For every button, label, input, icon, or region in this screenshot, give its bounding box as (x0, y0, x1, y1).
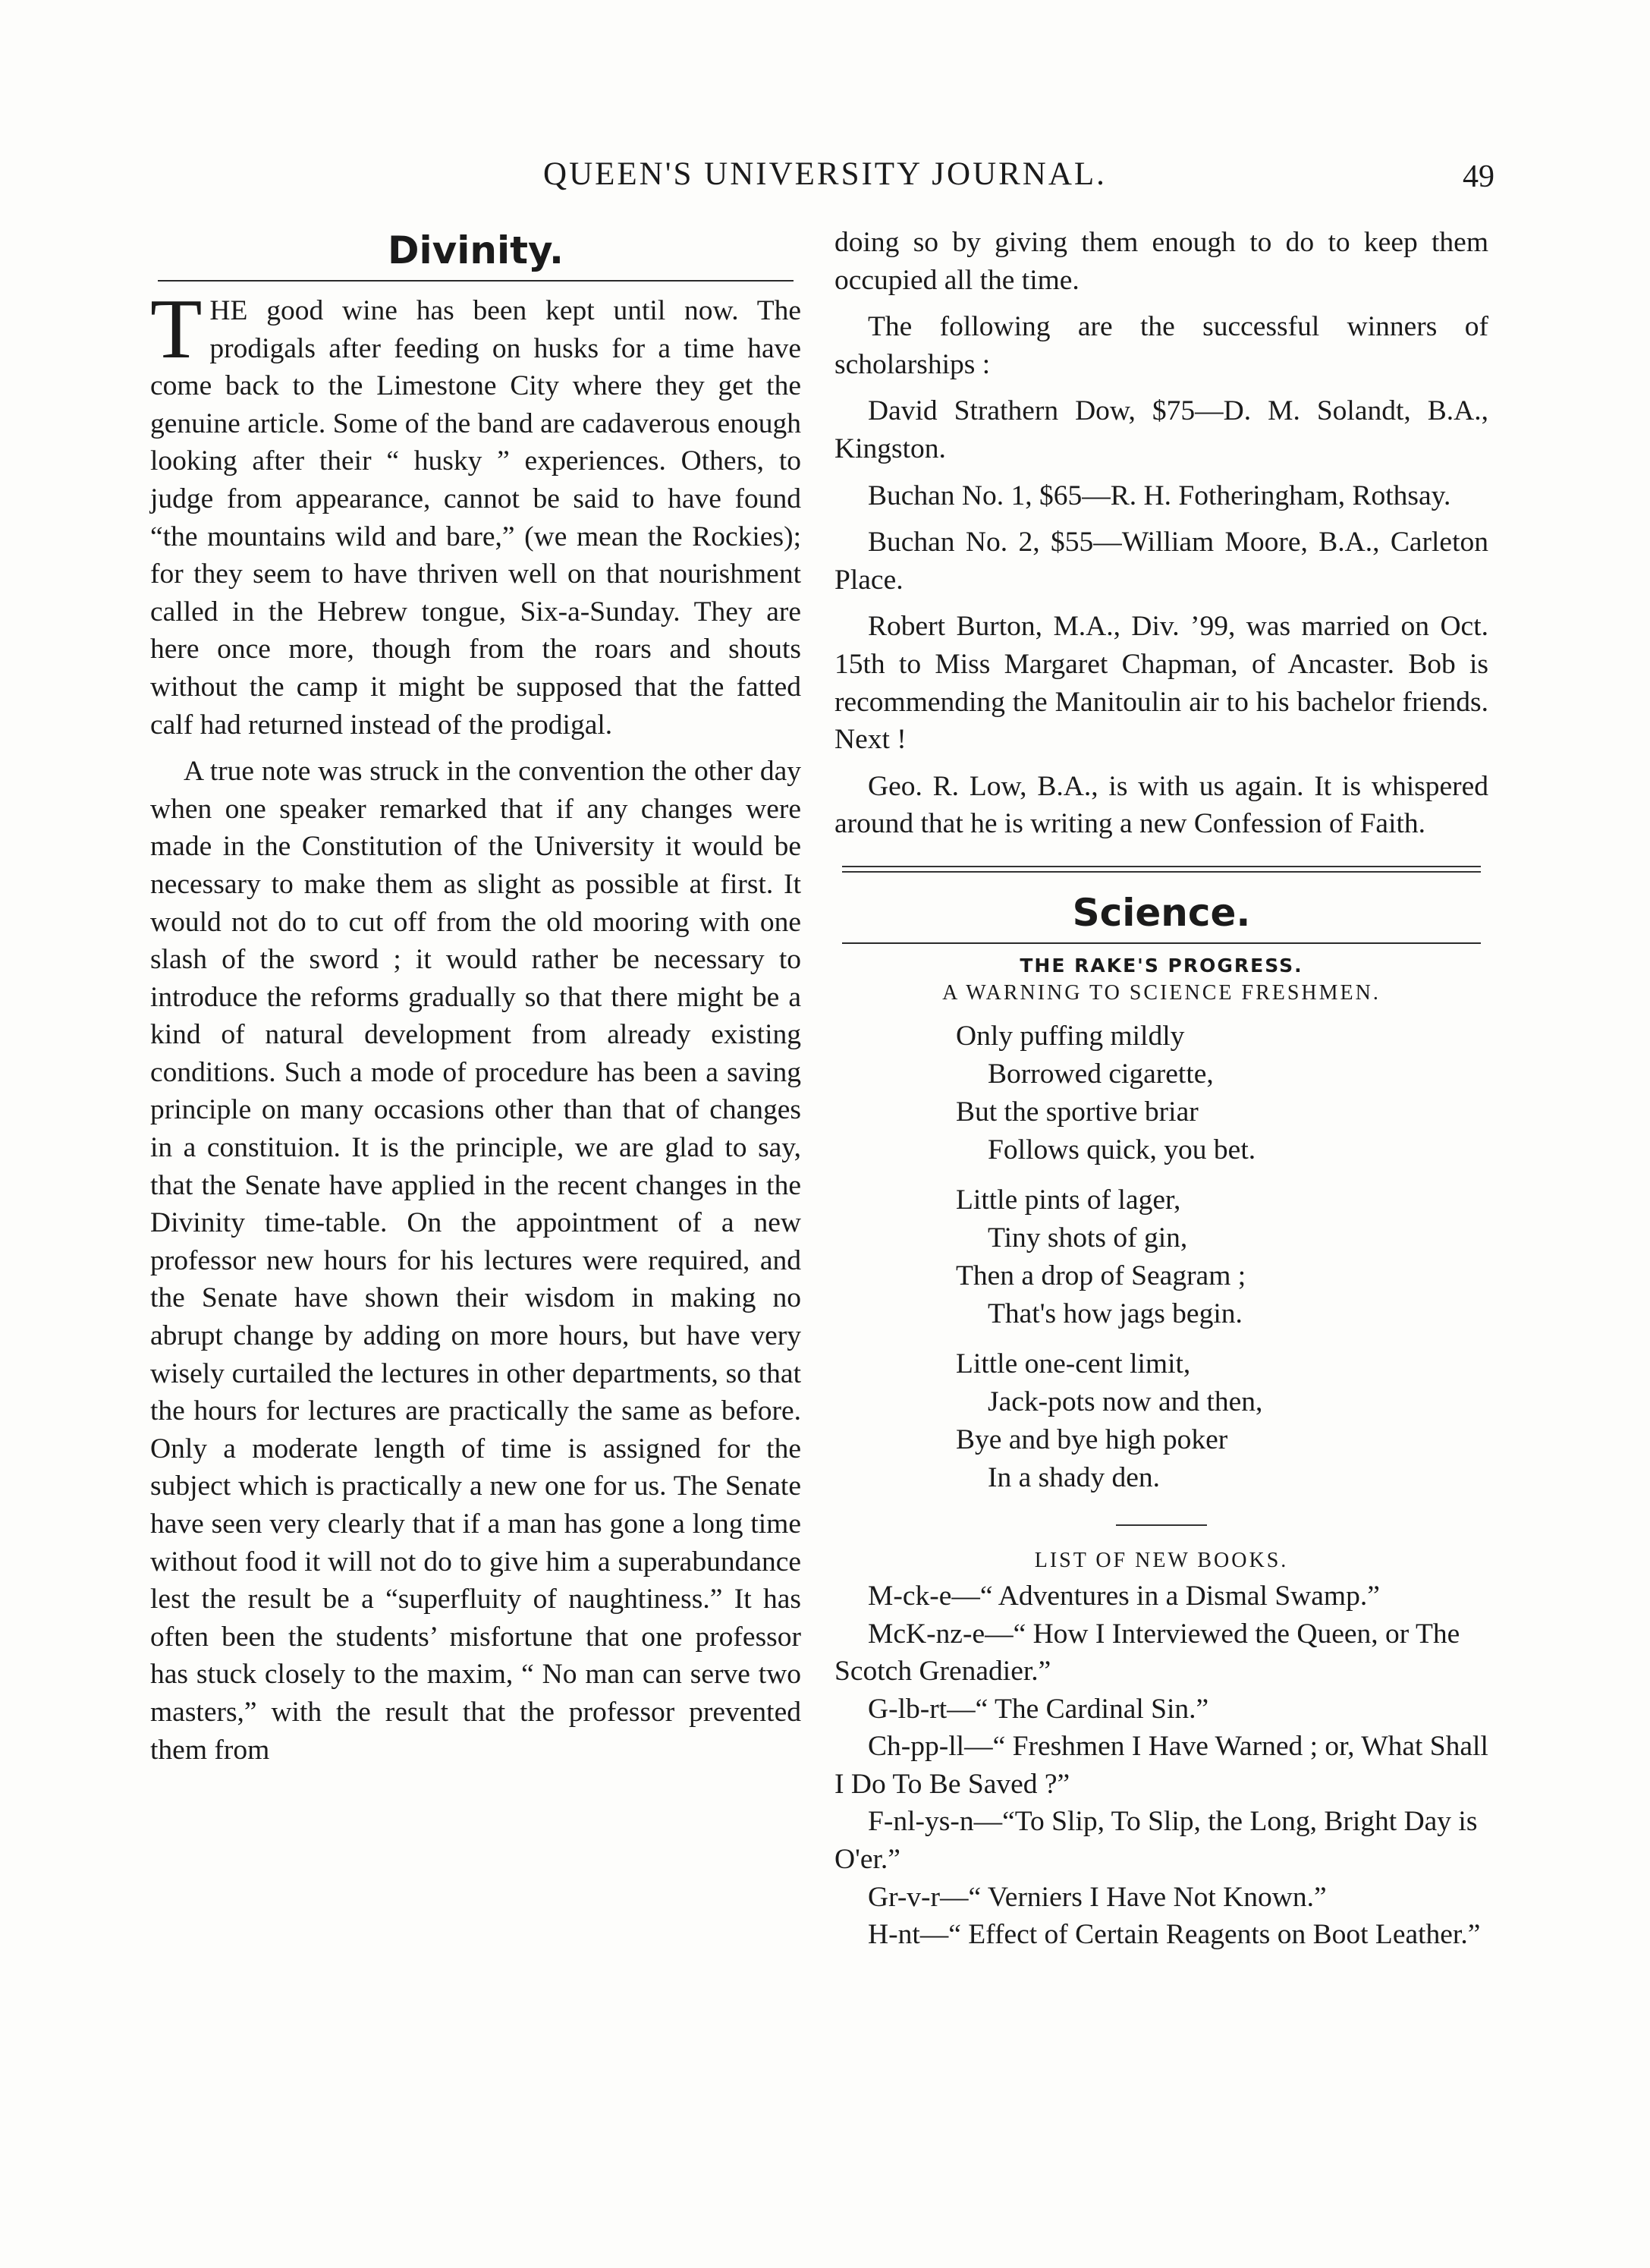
book-entry: G-lb-rt—“ The Cardinal Sin.” (868, 1693, 1209, 1725)
scholarships-intro: The following are the successful winners of scholarships : (834, 311, 1488, 380)
left-column (150, 224, 801, 1769)
poem-line: Little one-cent limit, (956, 1348, 1191, 1379)
science-rule (842, 942, 1481, 944)
poem-line: Tiny shots of gin, (988, 1222, 1188, 1254)
book-list-title: LIST OF NEW BOOKS. (1034, 1548, 1289, 1572)
running-head (0, 156, 1650, 201)
divinity-paragraph-1-text: HE good wine has been kept until now. The prodigals after feeding on husks for a time have come back to the Limestone City where they get the genuine article. Some of the band are cadaverous enough looking after their “ husky ” experiences. Others, to judge from appearance, cannot be said to have found “the mountains wild and bare,” (we mean the Rockies); for they seem to have thriven well on that nourishment called in the Hebrew tongue, Six-a-Sunday. They are here once more, though from the roars and shouts without the camp it might be supposed that the fatted calf had returned instead of the prodigal. (150, 295, 801, 741)
poem-line: Only puffing mildly (956, 1020, 1185, 1052)
burton-marriage-note: Robert Burton, M.A., Div. ’99, was married on Oct. 15th to Miss Margaret Chapman, of Ancaster. Bob is recommending the Manitoulin air to his bachelor friends. Next ! (834, 611, 1488, 756)
divinity-heading: Divinity. (387, 228, 564, 272)
poem-line: Borrowed cigarette, (988, 1058, 1214, 1090)
page-number: 49 (1463, 159, 1494, 194)
science-heading: Science. (1072, 890, 1251, 935)
book-entry: H-nt—“ Effect of Certain Reagents on Boot Leather.” (868, 1919, 1481, 1951)
book-entry: M-ck-e—“ Adventures in a Dismal Swamp.” (868, 1580, 1380, 1612)
scholarship-dow: David Strathern Dow, $75—D. M. Solandt, B.A., Kingston. (834, 395, 1488, 464)
divinity-paragraph-3: doing so by giving them enough to do to keep them occupied all the time. (834, 227, 1488, 296)
stanza (956, 1345, 1488, 1497)
divinity-paragraph-1 (150, 282, 801, 744)
poem-line: Follows quick, you bet. (988, 1134, 1256, 1165)
poem-title: THE RAKE'S PROGRESS. (1020, 954, 1303, 977)
poem-line: In a shady den. (988, 1461, 1161, 1493)
divinity-rule (158, 280, 794, 282)
book-entry: McK-nz-e—“ How I Interviewed the Queen, or The Scotch Grenadier.” (834, 1618, 1460, 1688)
poem-line: But the sportive briar (956, 1096, 1199, 1128)
book-entry: Ch-pp-ll—“ Freshmen I Have Warned ; or, What Shall I Do To Be Saved ?” (834, 1731, 1488, 1800)
book-entry: Gr-v-r—“ Verniers I Have Not Known.” (868, 1881, 1327, 1913)
poem-subtitle: A WARNING TO SCIENCE FRESHMEN. (942, 980, 1381, 1005)
poem-line: Jack-pots now and then, (988, 1386, 1263, 1417)
drop-cap: T (150, 282, 203, 376)
book-entry: F-nl-ys-n—“To Slip, To Slip, the Long, Bright Day is O'er.” (834, 1806, 1478, 1876)
journal-title: QUEEN'S UNIVERSITY JOURNAL. (543, 156, 1107, 192)
poem-line: Little pints of lager, (956, 1184, 1181, 1216)
poem-line: Then a drop of Seagram ; (956, 1260, 1246, 1291)
stanza (956, 1018, 1488, 1169)
scholarship-buchan-2: Buchan No. 2, $55—William Moore, B.A., Carleton Place. (834, 527, 1488, 596)
divinity-paragraph-2: A true note was struck in the convention the other day when one speaker remarked that if any changes were made in the Constitution of the University it would be necessary to make them as slight as possible at first. It would not do to cut off from the old mooring with one slash of the sword ; it would rather be necessary to introduce the reforms gradually so that there might be a kind of natural development from already existing conditions. Such a mode of procedure has been a saving principle on many occasions other than that of changes in a constituion. It is the principle, we are glad to say, that the Senate have applied in the recent changes in the Divinity time-table. On the appointment of a new professor new hours for his lectures were required, and the Senate have shown their wisdom in making no abrupt change by adding on more hours, but have very wisely curtailed the lectures in other departments, so that the hours for lectures are practically the same as before. Only a moderate length of time is assigned for the subject which is practically a new one for us. The Senate have seen very clearly that if a man has gone a long time without food it will not do to give him a superabundance lest the result be a “superfluity of naughtiness.” It has often been the students’ misfortune that one professor has stuck closely to the maxim, “ No man can serve two masters,” with the result that the professor prevented them from (150, 756, 801, 1766)
scholarship-buchan-1: Buchan No. 1, $65—R. H. Fotheringham, Rothsay. (868, 480, 1451, 511)
low-note: Geo. R. Low, B.A., is with us again. It is whispered around that he is writing a new Confession of Faith. (834, 770, 1488, 840)
poem (956, 1018, 1488, 1497)
right-column (834, 224, 1488, 1954)
poem-line: Bye and bye high poker (956, 1423, 1228, 1455)
stanza (956, 1181, 1488, 1333)
short-divider (1116, 1524, 1207, 1526)
section-divider (842, 866, 1481, 873)
poem-line: That's how jags begin. (988, 1298, 1243, 1329)
